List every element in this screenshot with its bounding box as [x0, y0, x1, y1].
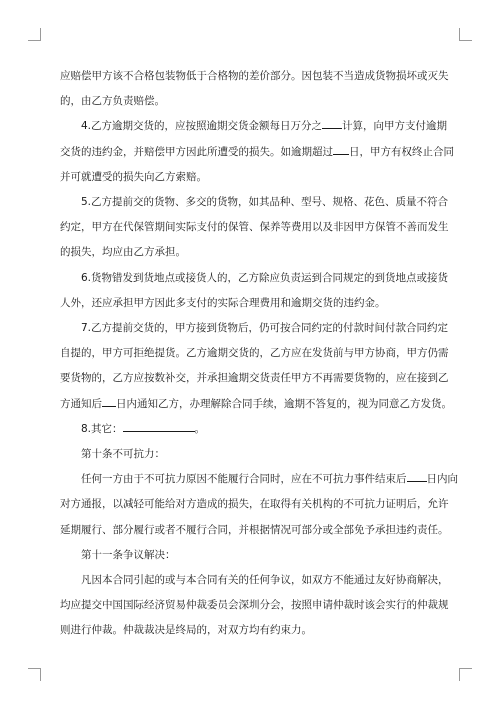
paragraph-line: 对方通报，以减轻可能给对方造成的损失，在取得有关机构的不可抗力证明后，允许 [60, 498, 449, 511]
paragraph-line: 4.乙方逾期交货的，应按照逾期交货金额每日万分之 计算，向甲方支付逾期 [60, 114, 442, 139]
paragraph-line: 要货物的，乙方应按数补交，并承担逾期交货责任甲方不再需要货物的，应在接到乙 [60, 372, 449, 385]
crop-mark-bottom-right [459, 668, 472, 681]
blank-field[interactable] [322, 117, 342, 129]
paragraph-line: 人外，还应承担甲方因此多支付的实际合理费用和逾期交货的违约金。 [60, 296, 386, 309]
blank-field[interactable] [102, 395, 116, 407]
section-heading: 第十一条争议解决： [81, 548, 176, 561]
blank-field[interactable] [123, 420, 195, 432]
paragraph-line: 应赔偿甲方该不合格包装物低于合格物的差价部分。因包装不当造成货物损坏或灭失 [60, 70, 449, 82]
paragraph-line: 8.其它： 。 [60, 417, 442, 442]
paragraph-line: 均应提交中国国际经济贸易仲裁委员会深圳分会，按照申请仲裁时该会实行的仲裁规 [60, 599, 449, 612]
paragraph-line: 的，由乙方负责赔偿。 [60, 95, 165, 108]
crop-mark-top-left [28, 28, 41, 41]
paragraph-line: 约定，甲方在代保管期间实际支付的保管、保养等费用以及非因甲方保管不善而发生 [60, 221, 449, 234]
paragraph-line: 5.乙方提前交的货物、多交的货物，如其品种、型号、规格、花色、质量不符合 [81, 196, 449, 209]
paragraph-line: 则进行仲裁。仲裁裁决是终局的，对双方均有约束力。 [60, 624, 312, 637]
paragraph-line: 6.货物错发到货地点或接货人的，乙方除应负责运到合同规定的到货地点或接货 [81, 271, 449, 284]
document-body [60, 64, 458, 644]
section-heading: 第十条不可抗力： [81, 448, 165, 461]
paragraph-line: 凡因本合同引起的或与本合同有关的任何争议，如双方不能通过友好协商解决， [81, 574, 449, 587]
crop-mark-top-right [459, 28, 472, 41]
blank-field[interactable] [333, 143, 349, 155]
paragraph-line: 7.乙方提前交货的，甲方接到货物后，仍可按合同约定的付款时间付款合同约定 [81, 322, 449, 335]
paragraph-line: 的损失，均应由乙方承担。 [60, 246, 186, 259]
paragraph-line: 延期履行、部分履行或者不履行合同，并根据情况可部分或全部免予承担违约责任。 [60, 523, 449, 536]
paragraph-line: 交货的违约金，并赔偿甲方因此所遭受的损失。如逾期超过 日，甲方有权终止合同 [60, 140, 442, 165]
paragraph-line: 自提的，甲方可拒绝提货。乙方逾期交货的，乙方应在发货前与甲方协商，甲方仍需 [60, 347, 449, 360]
crop-mark-bottom-left [28, 668, 41, 681]
paragraph-line: 任何一方由于不可抗力原因不能履行合同时，应在不可抗力事件结束后 日内向 [60, 467, 442, 492]
paragraph-line: 方通知后 日内通知乙方，办理解除合同手续，逾期不答复的，视为同意乙方发货。 [60, 392, 442, 417]
paragraph-line: 并可就遭受的损失向乙方索赔。 [60, 170, 207, 183]
blank-field[interactable] [407, 470, 427, 482]
